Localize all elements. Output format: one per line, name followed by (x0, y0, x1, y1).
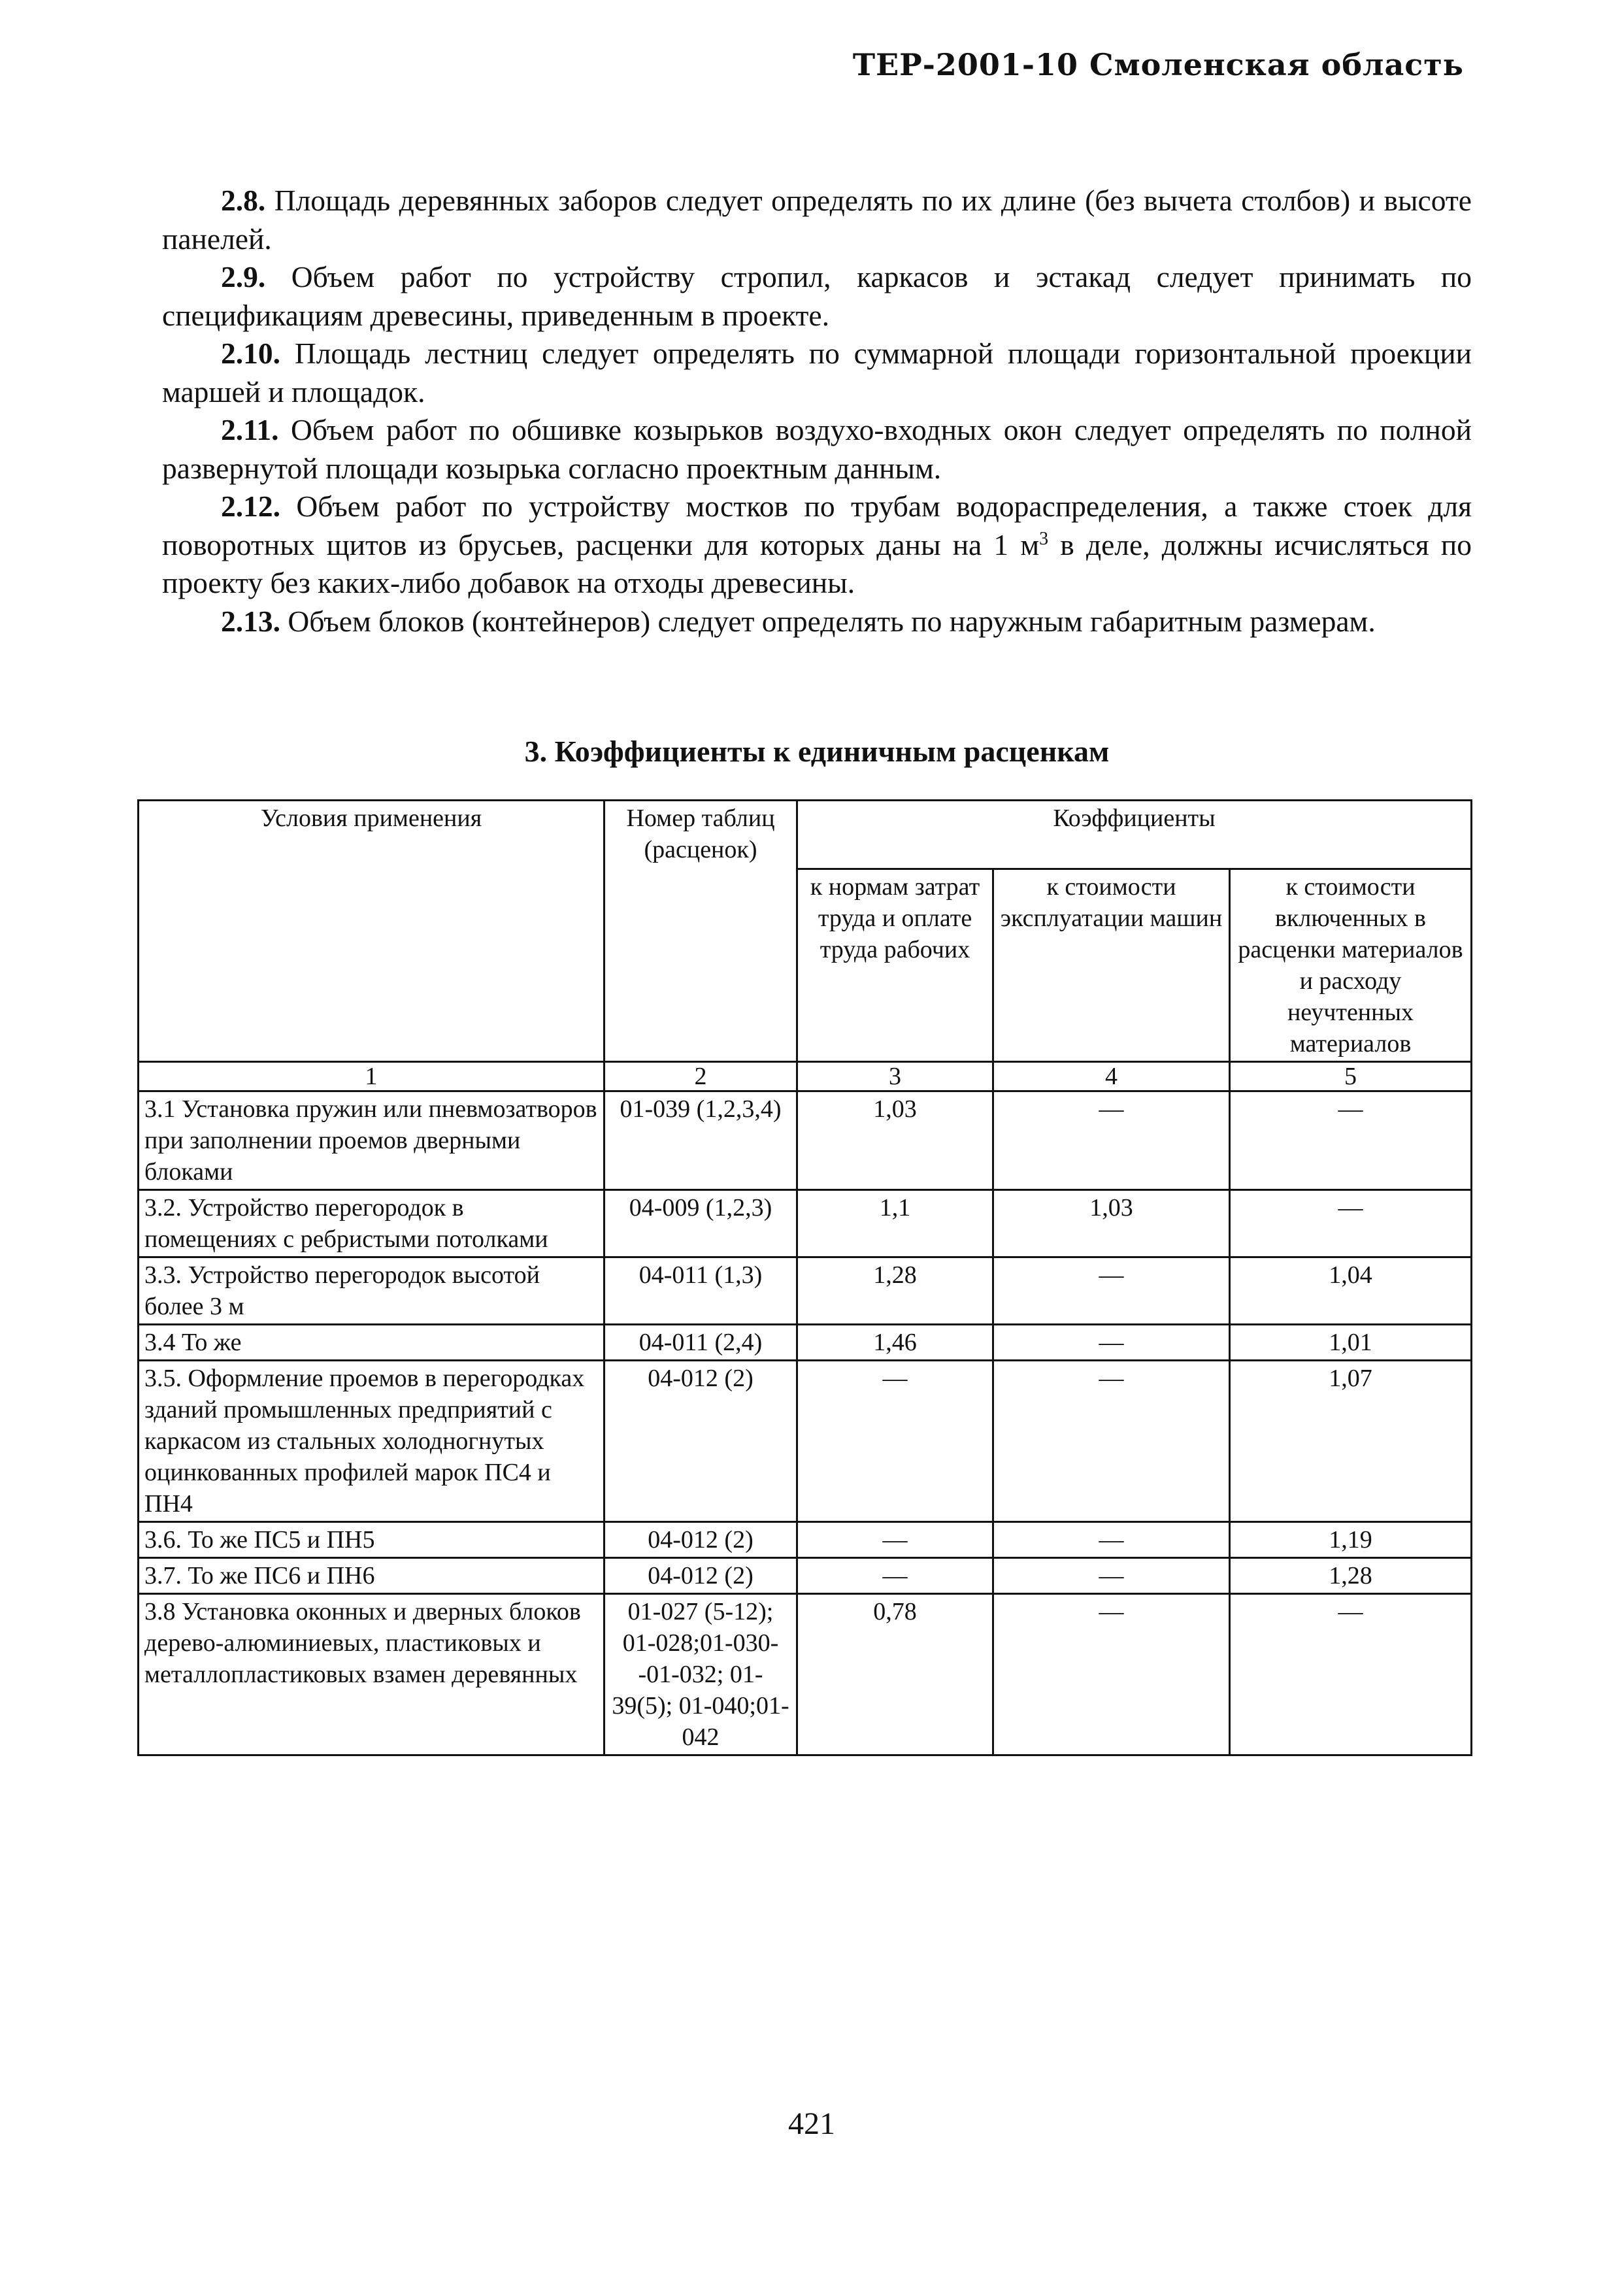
cell-table-number: 04-011 (1,3) (605, 1257, 797, 1325)
column-number: 4 (993, 1062, 1230, 1091)
cell-machines: — (993, 1594, 1230, 1755)
paragraphs (162, 182, 1472, 640)
cell-table-number: 04-012 (2) (605, 1361, 797, 1522)
cell-materials: 1,04 (1230, 1257, 1472, 1325)
section-title: 3. Коэффициенты к единичным расценкам (524, 735, 1110, 768)
cell-table-number: 01-027 (5-12); 01-028;01-030--01-032; 01-39(5); 01-040;01-042 (605, 1594, 797, 1755)
paragraph-number: 2.10. (221, 337, 280, 370)
paragraph-text: Объем блоков (контейнеров) следует определять по наружным габаритным размерам. (280, 604, 1376, 638)
cell-materials: 1,07 (1230, 1361, 1472, 1522)
table-header-row (139, 801, 1472, 869)
column-number: 2 (605, 1062, 797, 1091)
cell-condition: 3.7. То же ПС6 и ПН6 (139, 1558, 605, 1594)
paragraph-2-9 (162, 258, 1472, 335)
cell-condition: 3.2. Устройство перегородок в помещениях с ребристыми потолками (139, 1190, 605, 1257)
coefficients-table (137, 799, 1472, 1756)
running-header: ТЕР-2001-10 Смоленская область (852, 47, 1464, 82)
cell-machines: — (993, 1091, 1230, 1190)
header-machines: к стоимости эксплуатации машин (993, 869, 1230, 1062)
column-number: 3 (797, 1062, 993, 1091)
paragraph-number: 2.8. (221, 184, 266, 217)
cell-labor: — (797, 1522, 993, 1558)
table-row (139, 1594, 1472, 1755)
cell-machines: — (993, 1325, 1230, 1361)
paragraph-number: 2.9. (221, 260, 266, 293)
table-row (139, 1558, 1472, 1594)
paragraph-text: в деле, должны исчисляться по проекту без каких-либо добавок на отходы древесины. (162, 527, 1472, 599)
cell-labor: 1,1 (797, 1190, 993, 1257)
paragraph-2-12 (162, 488, 1472, 603)
header-materials: к стоимости включенных в расценки материалов и расходу неучтенных материалов (1230, 869, 1472, 1062)
paragraph-text: Объем работ по устройству мостков по трубам водораспределения, а также стоек для поворотных щитов из брусьев, расценки для которых даны на 1 м (162, 490, 1472, 561)
cell-labor: 1,03 (797, 1091, 993, 1190)
page-number: 421 (788, 2106, 835, 2141)
cell-labor: 1,46 (797, 1325, 993, 1361)
cell-labor: 0,78 (797, 1594, 993, 1755)
cell-condition: 3.1 Установка пружин или пневмозатворов при заполнении проемов дверными блоками (139, 1091, 605, 1190)
cell-table-number: 01-039 (1,2,3,4) (605, 1091, 797, 1190)
cell-materials: 1,19 (1230, 1522, 1472, 1558)
header-table-number: Номер таблиц (расценок) (605, 801, 797, 1062)
cell-table-number: 04-012 (2) (605, 1558, 797, 1594)
paragraph-2-13 (162, 603, 1472, 641)
paragraph-number: 2.12. (221, 490, 280, 523)
cell-labor: — (797, 1558, 993, 1594)
table-row (139, 1522, 1472, 1558)
header-coefficients: Коэффициенты (797, 801, 1472, 869)
cell-table-number: 04-009 (1,2,3) (605, 1190, 797, 1257)
cell-materials: 1,28 (1230, 1558, 1472, 1594)
table-row (139, 1257, 1472, 1325)
cell-labor: — (797, 1361, 993, 1522)
cell-condition: 3.3. Устройство перегородок высотой более 3 м (139, 1257, 605, 1325)
cell-materials: — (1230, 1190, 1472, 1257)
paragraph-number: 2.13. (221, 604, 280, 638)
cell-machines: — (993, 1558, 1230, 1594)
cell-condition: 3.8 Установка оконных и дверных блоков дерево-алюминиевых, пластиковых и металлопластиковых взамен деревянных (139, 1594, 605, 1755)
paragraph-text: Объем работ по обшивке козырьков воздухо-входных окон следует определять по полной развернутой площади козырька согласно проектным данным. (162, 413, 1472, 485)
table-row (139, 1325, 1472, 1361)
column-number: 1 (139, 1062, 605, 1091)
cell-materials: — (1230, 1091, 1472, 1190)
paragraph-text: Площадь лестниц следует определять по суммарной площади горизонтальной проекции маршей и площадок. (162, 337, 1472, 408)
cell-materials: 1,01 (1230, 1325, 1472, 1361)
paragraph-2-8 (162, 182, 1472, 258)
paragraph-text: Объем работ по устройству стропил, каркасов и эстакад следует принимать по спецификациям древесины, приведенным в проекте. (162, 260, 1472, 332)
cell-table-number: 04-012 (2) (605, 1522, 797, 1558)
column-number: 5 (1230, 1062, 1472, 1091)
header-labor: к нормам затрат труда и оплате труда рабочих (797, 869, 993, 1062)
cell-machines: 1,03 (993, 1190, 1230, 1257)
cell-machines: — (993, 1257, 1230, 1325)
cell-table-number: 04-011 (2,4) (605, 1325, 797, 1361)
superscript: 3 (1039, 528, 1049, 549)
column-numbers-row (139, 1062, 1472, 1091)
cell-condition: 3.5. Оформление проемов в перегородках зданий промышленных предприятий с каркасом из стальных холодногнутых оцинкованных профилей марок ПС4 и ПН4 (139, 1361, 605, 1522)
table-row (139, 1091, 1472, 1190)
cell-condition: 3.6. То же ПС5 и ПН5 (139, 1522, 605, 1558)
cell-machines: — (993, 1522, 1230, 1558)
paragraph-text: Площадь деревянных заборов следует определять по их длине (без вычета столбов) и высоте панелей. (162, 184, 1472, 256)
paragraph-2-11 (162, 411, 1472, 488)
cell-condition: 3.4 То же (139, 1325, 605, 1361)
paragraph-number: 2.11. (221, 413, 279, 446)
cell-materials: — (1230, 1594, 1472, 1755)
table-row (139, 1190, 1472, 1257)
header-conditions: Условия применения (139, 801, 605, 1062)
cell-machines: — (993, 1361, 1230, 1522)
table-row (139, 1361, 1472, 1522)
paragraph-2-10 (162, 335, 1472, 411)
cell-labor: 1,28 (797, 1257, 993, 1325)
